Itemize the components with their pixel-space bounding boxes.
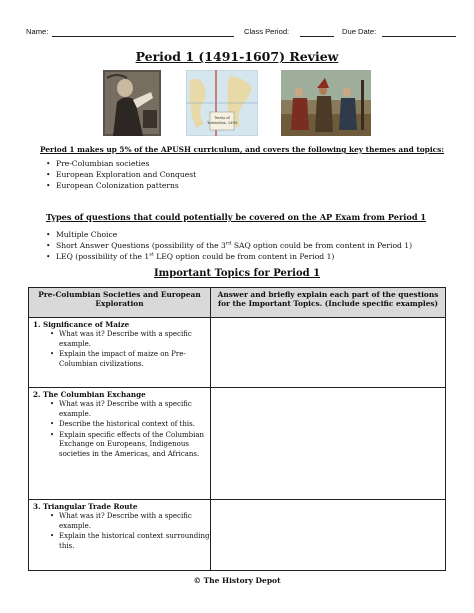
topic-title: 3. Triangular Trade Route: [33, 502, 138, 511]
answer-cell[interactable]: [211, 388, 446, 500]
curriculum-summary: Period 1 makes up 5% of the APUSH curriculum, and covers the following key themes and topics:: [40, 145, 445, 154]
themes-list: [46, 158, 196, 192]
class-period-field[interactable]: [300, 36, 334, 37]
column-header: Answer and briefly explain each part of the questions for the Important Topics. (Include specific examples): [211, 288, 446, 318]
question-types-list: [46, 229, 412, 263]
answer-cell[interactable]: [211, 500, 446, 571]
svg-text:Tordesillas, 1494: Tordesillas, 1494: [206, 121, 238, 125]
list-item: • Explain the historical context surrounding this.: [51, 532, 210, 551]
list-item: • Explain the impact of maize on Pre-Columbian civilizations.: [51, 350, 210, 369]
list-item: • Short Answer Questions (possibility of the 3rd SAQ option could be from content in Period 1): [46, 240, 412, 251]
list-item: • Pre-Columbian societies: [46, 158, 196, 169]
portrait-engraving-image: [103, 70, 161, 136]
due-date-field[interactable]: [382, 36, 456, 37]
name-field[interactable]: [52, 36, 234, 37]
table-row: [29, 388, 446, 500]
topic-cell: [29, 318, 211, 388]
list-item: • European Colonization patterns: [46, 180, 196, 191]
student-info-row: [26, 27, 456, 41]
copyright-footer: © The History Depot: [193, 576, 281, 585]
topic-title: 1. Significance of Maize: [33, 320, 130, 329]
list-item: • What was it? Describe with a specific example.: [51, 512, 210, 531]
list-item: • What was it? Describe with a specific example.: [51, 330, 210, 349]
list-item: • What was it? Describe with a specific example.: [51, 400, 210, 419]
class-period-label: Class Period:: [244, 27, 290, 36]
due-date-label: Due Date:: [342, 27, 377, 36]
list-item: • LEQ (possibility of the 1st LEQ option could be from content in Period 1): [46, 251, 412, 262]
table-row: [29, 500, 446, 571]
topics-table: [28, 287, 446, 571]
list-item: • Explain specific effects of the Columbian Exchange on Europeans, Indigenous societies in the Americas, and Africans.: [51, 431, 210, 460]
list-item: • Multiple Choice: [46, 229, 412, 240]
question-types-heading: Types of questions that could potentially be covered on the AP Exam from Period 1: [46, 212, 427, 222]
list-item: • European Exploration and Conquest: [46, 169, 196, 180]
list-item: • Describe the historical context of this.: [51, 420, 210, 430]
column-header: Pre-Columbian Societies and European Exploration: [29, 288, 211, 318]
topic-cell: [29, 500, 211, 571]
treaty-of-tordesillas-map-image: [186, 70, 258, 136]
important-topics-heading: Important Topics for Period 1: [153, 268, 321, 279]
answer-cell[interactable]: [211, 318, 446, 388]
page-title: Period 1 (1491-1607) Review: [135, 49, 339, 64]
topic-cell: [29, 388, 211, 500]
topic-title: 2. The Columbian Exchange: [33, 390, 146, 399]
name-label: Name:: [26, 27, 49, 36]
colonists-painting-image: [281, 70, 371, 136]
svg-text:Treaty of: Treaty of: [214, 116, 230, 120]
table-header-row: [29, 288, 446, 318]
table-row: [29, 318, 446, 388]
